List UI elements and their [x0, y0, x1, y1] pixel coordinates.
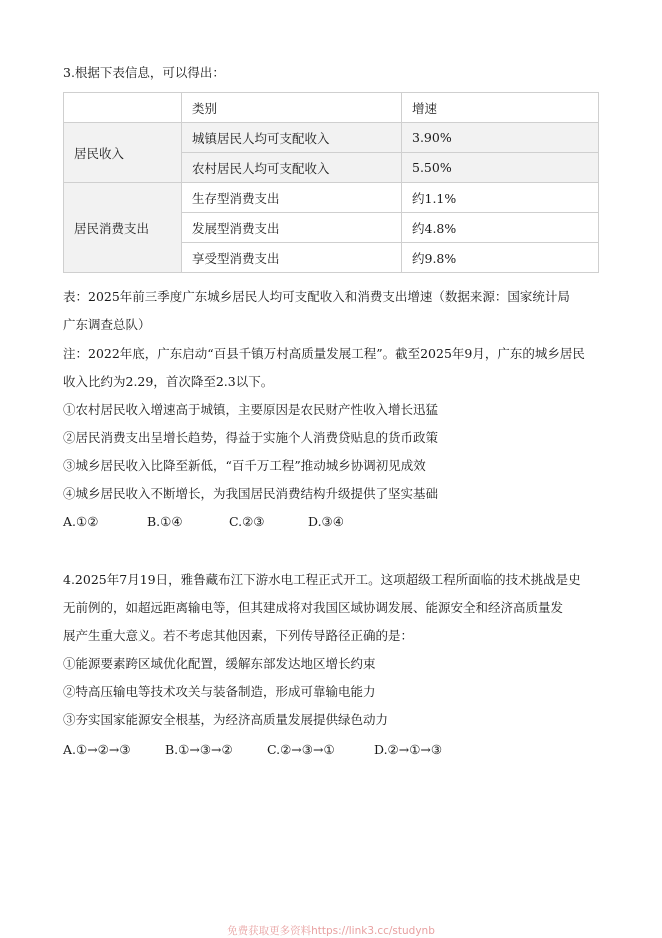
- question-4-stem: 展产生重大意义。若不考虑其他因素，下列传导路径正确的是：: [63, 628, 414, 643]
- statement: ①能源要素跨区域优化配置，缓解东部发达地区增长约束: [63, 656, 376, 671]
- option-c[interactable]: C.②→③→①: [267, 742, 335, 757]
- category-cell: 生存型消费支出: [182, 183, 402, 213]
- option-a[interactable]: A.①②: [63, 514, 99, 529]
- option-b[interactable]: B.①④: [147, 514, 183, 529]
- table-header-cell: 类别: [182, 93, 402, 123]
- footer-link[interactable]: 免费获取更多资料https://link3.cc/studynb: [227, 925, 435, 937]
- note: 注：2022年底，广东启动“百县千镇万村高质量发展工程”。截至2025年9月，广东的城乡居民: [63, 346, 585, 361]
- option-d[interactable]: D.③④: [308, 514, 344, 529]
- question-4-stem: 4.2025年7月19日，雅鲁藏布江下游水电工程正式开工。这项超级工程所面临的技术挑战是史: [63, 572, 581, 587]
- answer-options: [63, 741, 442, 759]
- option-d[interactable]: D.②→①→③: [374, 742, 443, 757]
- rate-cell: 约1.1%: [402, 183, 599, 213]
- statement: ③夯实国家能源安全根基，为经济高质量发展提供绿色动力: [63, 712, 389, 727]
- table-header-cell: 增速: [402, 93, 599, 123]
- option-b[interactable]: B.①→③→②: [165, 742, 233, 757]
- statement: ③城乡居民收入比降至新低，“百千万工程”推动城乡协调初见成效: [63, 458, 426, 473]
- option-c[interactable]: C.②③: [229, 514, 265, 529]
- rate-cell: 5.50%: [402, 153, 599, 183]
- statement: ①农村居民收入增速高于城镇，主要原因是农民财产性收入增长迅猛: [63, 402, 439, 417]
- question-3-stem: 3.根据下表信息，可以得出：: [63, 65, 225, 80]
- statement: ②特高压输电等技术攻关与装备制造，形成可靠输电能力: [63, 684, 376, 699]
- group-cell: 居民消费支出: [64, 183, 182, 273]
- category-cell: 享受型消费支出: [182, 243, 402, 273]
- statement: ④城乡居民收入不断增长，为我国居民消费结构升级提供了坚实基础: [63, 486, 439, 501]
- rate-cell: 约4.8%: [402, 213, 599, 243]
- category-cell: 发展型消费支出: [182, 213, 402, 243]
- table-header-cell: [64, 93, 182, 123]
- note: 收入比约为2.29，首次降至2.3以下。: [63, 374, 274, 389]
- category-cell: 农村居民人均可支配收入: [182, 153, 402, 183]
- category-cell: 城镇居民人均可支配收入: [182, 123, 402, 153]
- statement: ②居民消费支出呈增长趋势，得益于实施个人消费贷贴息的货币政策: [63, 430, 439, 445]
- rate-cell: 3.90%: [402, 123, 599, 153]
- table-header-row: [64, 93, 599, 123]
- answer-options: [63, 513, 344, 531]
- group-cell: 居民收入: [64, 123, 182, 183]
- rate-cell: 约9.8%: [402, 243, 599, 273]
- table-row: [64, 183, 599, 213]
- option-a[interactable]: A.①→②→③: [63, 742, 131, 757]
- question-4-stem: 无前例的，如超远距离输电等，但其建成将对我国区域协调发展、能源安全和经济高质量发: [63, 600, 564, 615]
- table-caption: 广东调查总队）: [63, 317, 151, 332]
- growth-table: [63, 92, 599, 273]
- table-caption: 表：2025年前三季度广东城乡居民人均可支配收入和消费支出增速（数据来源：国家统计局: [63, 289, 570, 304]
- table-row: [64, 123, 599, 153]
